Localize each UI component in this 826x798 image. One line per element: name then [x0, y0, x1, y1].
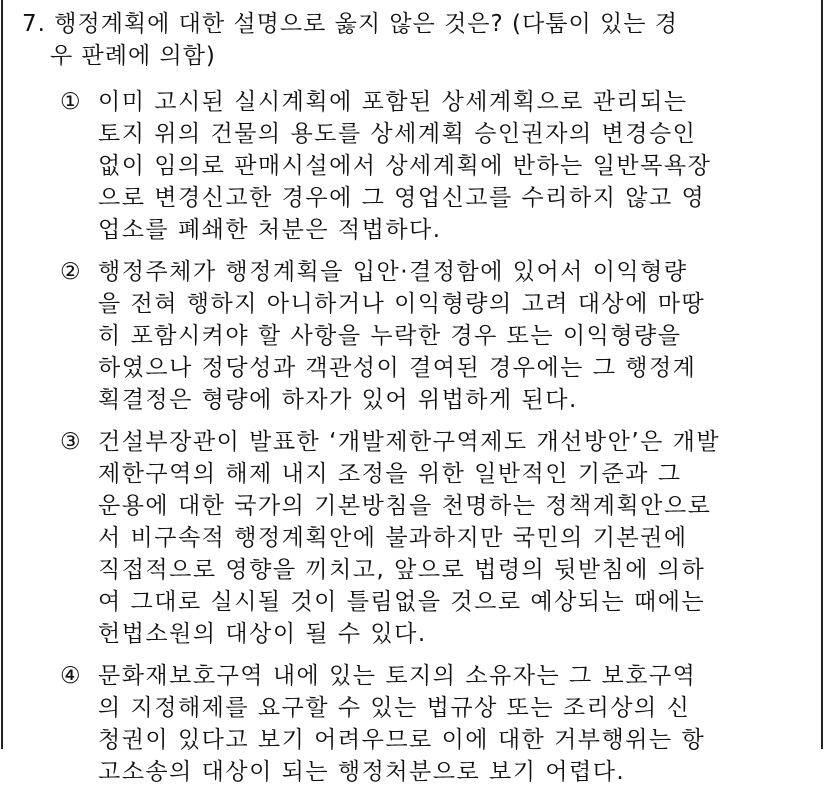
option-text-line: 직접적으로 영향을 끼치고, 앞으로 법령의 뒷받침에 의하 [98, 557, 706, 583]
option-3-number: ③ [60, 429, 81, 455]
option-text-line: 획결정은 형량에 하자가 있어 위법하게 된다. [98, 387, 578, 413]
option-text-line: 건설부장관이 발표한 ‘개발제한구역제도 개선방안’은 개발 [98, 429, 721, 455]
option-text-line: 운용에 대한 국가의 기본방침을 천명하는 정책계획안으로 [98, 493, 712, 519]
option-text-line: 여 그대로 실시될 것이 틀림없을 것으로 예상되는 때에는 [98, 589, 706, 615]
option-text-line: 고소송의 대상이 되는 행정처분으로 보기 어렵다. [98, 759, 626, 785]
option-2-number: ② [60, 259, 81, 285]
option-text-line: 을 전혀 행하지 아니하거나 이익형량의 고려 대상에 마땅 [98, 291, 706, 317]
option-2-text [98, 256, 780, 416]
option-text-line: 토지 위의 건물의 용도를 상세계획 승인권자의 변경승인 [98, 121, 697, 147]
option-text-line: 문화재보호구역 내에 있는 토지의 소유자는 그 보호구역 [98, 663, 697, 689]
option-text-line: 업소를 폐쇄한 처분은 적법하다. [98, 217, 442, 243]
option-text-line: 히 포함시켜야 할 사항을 누락한 경우 또는 이익형량을 [98, 323, 682, 349]
option-4-number: ④ [60, 663, 81, 689]
option-4[interactable] [60, 660, 780, 788]
question-text-line1: 행정계획에 대한 설명으로 옳지 않은 것은? (다툼이 있는 경 [54, 11, 678, 37]
answer-options [60, 86, 780, 798]
option-1-text [98, 86, 780, 246]
option-3[interactable] [60, 426, 780, 650]
option-3-text [98, 426, 780, 650]
option-1[interactable] [60, 86, 780, 246]
question-number: 7. [22, 11, 46, 37]
option-text-line: 서 비구속적 행정계획안에 불과하지만 국민의 기본권에 [98, 525, 688, 551]
option-4-text [98, 660, 780, 788]
option-text-line: 행정주체가 행정계획을 입안·결정함에 있어서 이익형량 [98, 259, 688, 285]
option-2[interactable] [60, 256, 780, 416]
question-stem [22, 8, 802, 72]
question-text-line2: 우 판례에 의함) [50, 43, 216, 69]
option-text-line: 제한구역의 해제 내지 조정을 위한 일반적인 기준과 그 [98, 461, 682, 487]
option-text-line: 하였으나 정당성과 객관성이 결여된 경우에는 그 행정계 [98, 355, 697, 381]
option-text-line: 없이 임의로 판매시설에서 상세계획에 반하는 일반목욕장 [98, 153, 712, 179]
option-text-line: 이미 고시된 실시계획에 포함된 상세계획으로 관리되는 [98, 89, 688, 115]
option-text-line: 으로 변경신고한 경우에 그 영업신고를 수리하지 않고 영 [98, 185, 706, 211]
option-text-line: 청권이 있다고 보기 어려우므로 이에 대한 거부행위는 항 [98, 727, 706, 753]
option-text-line: 헌법소원의 대상이 될 수 있다. [98, 621, 427, 647]
option-1-number: ① [60, 89, 81, 115]
option-text-line: 의 지정해제를 요구할 수 있는 법규상 또는 조리상의 신 [98, 695, 691, 721]
